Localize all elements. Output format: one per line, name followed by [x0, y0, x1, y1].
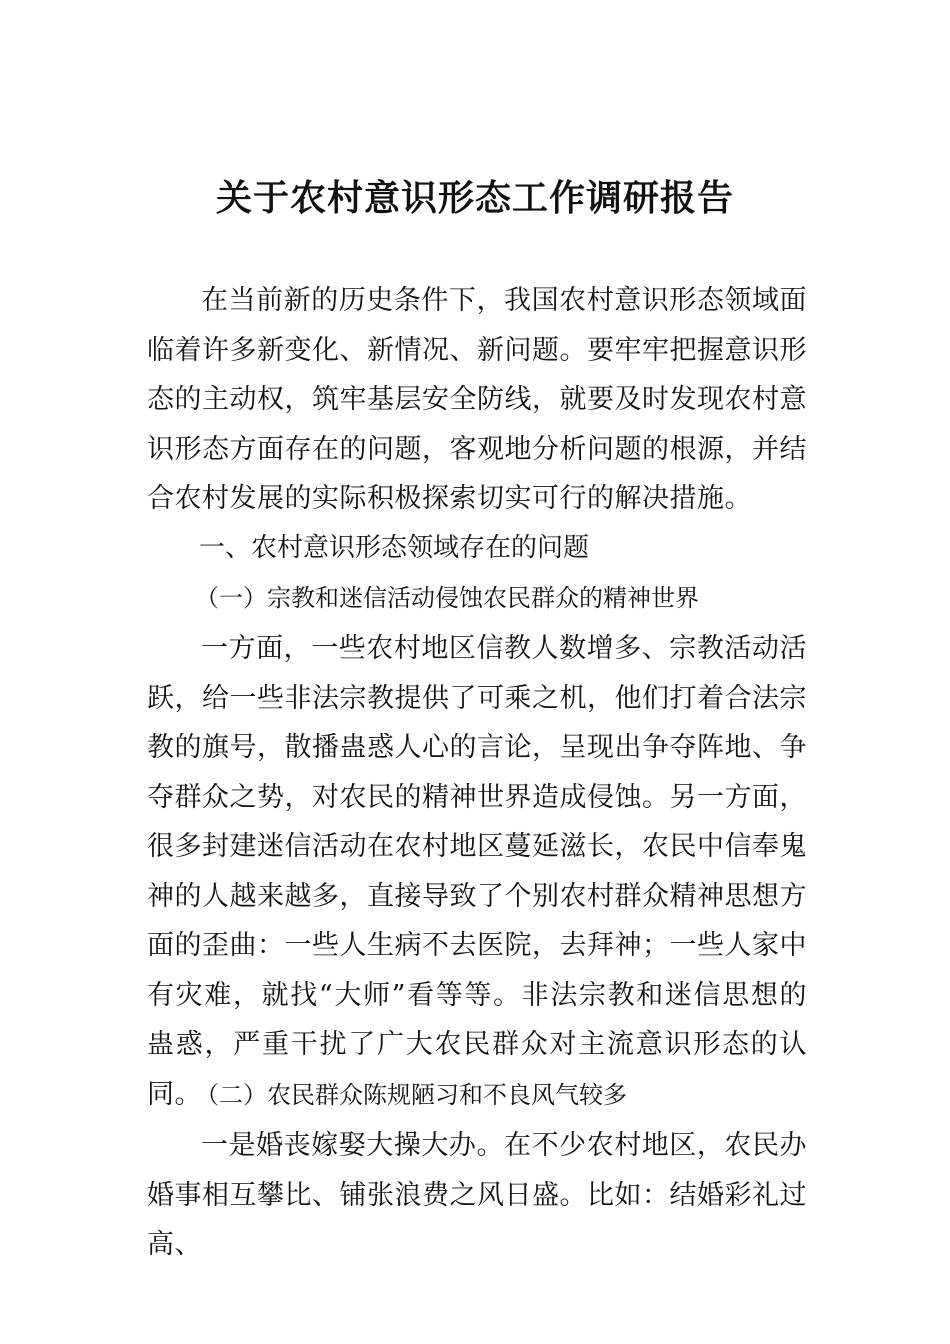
subsection-heading-2: （二）农民群众陈规陋习和不良风气较多 [195, 1081, 627, 1109]
intro-paragraph: 在当前新的历史条件下，我国农村意识形态领域面临着许多新变化、新情况、新问题。要牢牢把握意识形态的主动权，筑牢基层安全防线，就要及时发现农村意识形态方面存在的问题，客观地分析问题的根源，并结合农村发展的实际积极探索切实可行的解决措施。 [147, 285, 807, 514]
subsection-2-paragraph: 一是婚丧嫁娶大操大办。在不少农村地区，农民办婚事相互攀比、铺张浪费之风日盛。比如：结婚彩礼过高、 [147, 1130, 807, 1260]
document-title: 关于农村意识形态工作调研报告 [215, 177, 734, 219]
subsection-heading-1: （一）宗教和迷信活动侵蚀农民群众的精神世界 [195, 584, 699, 612]
section-heading-1: 一、农村意识形态领域存在的问题 [199, 533, 590, 563]
subsection-1-paragraph: 一方面，一些农村地区信教人数增多、宗教活动活跃，给一些非法宗教提供了可乘之机，他们打着合法宗教的旗号，散播蛊惑人心的言论，呈现出争夺阵地、争夺群众之势，对农民的精神世界造成侵蚀。另一方面，很多封建迷信活动在农村地区蔓延滋长，农民中信奉鬼神的人越来越多，直接导致了个别农村群众精神思想方面的歪曲：一些人生病不去医院，去拜神；一些人家中有灾难，就找“大师”看等等。非法宗教和迷信思想的蛊惑，严重干扰了广大农民群众对主流意识形态的认同。 [147, 633, 807, 1110]
